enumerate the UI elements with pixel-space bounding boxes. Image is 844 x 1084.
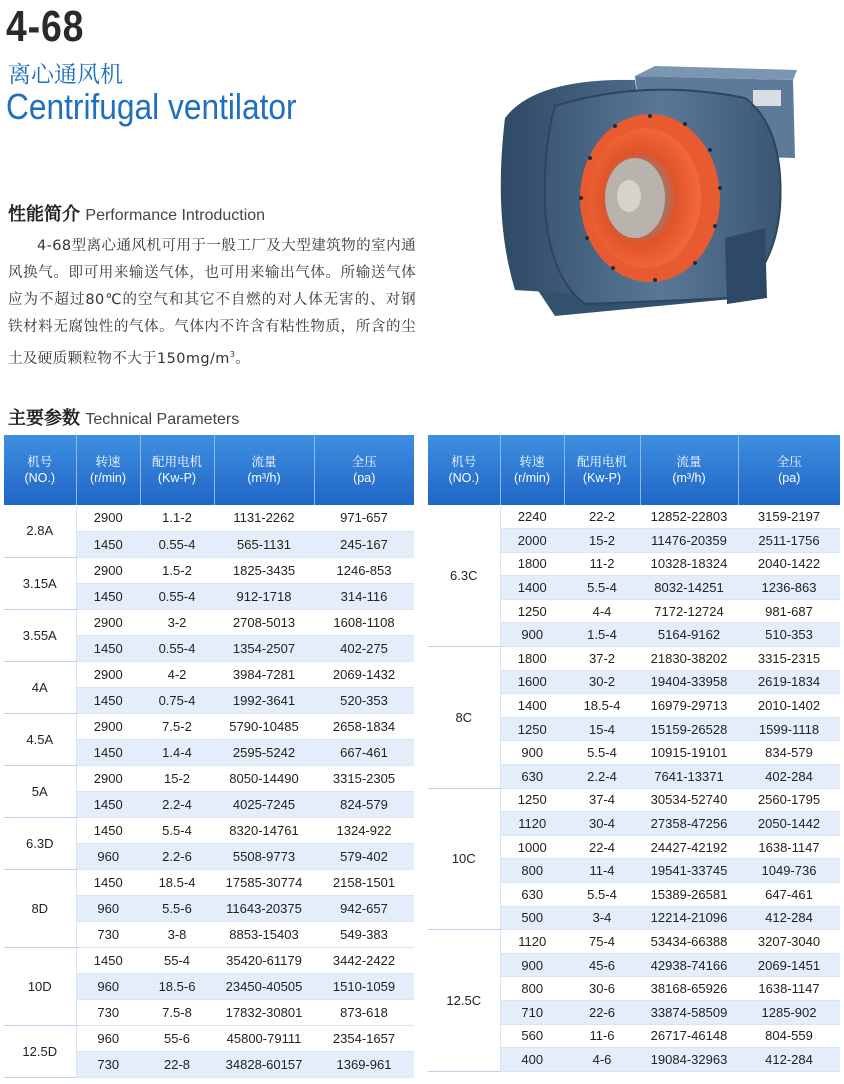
performance-heading [8, 200, 265, 226]
table-cell: 7172-12724 [640, 599, 738, 623]
table-cell: 1800 [500, 552, 564, 576]
column-header [214, 435, 314, 505]
table-cell: 4-4 [564, 599, 640, 623]
title-chinese: 离心通风机 [8, 62, 123, 88]
column-header-cn: 配用电机 [576, 455, 627, 469]
table-cell: 2050-1442 [738, 812, 840, 836]
table-cell: 15-4 [564, 717, 640, 741]
table-cell: 971-657 [314, 505, 414, 531]
table-cell: 4-2 [140, 661, 214, 687]
table-cell: 5508-9773 [214, 843, 314, 869]
table-cell: 402-275 [314, 635, 414, 661]
table-cell: 15389-26581 [640, 883, 738, 907]
column-header-cn: 全压 [351, 455, 377, 469]
table-cell: 19404-33958 [640, 670, 738, 694]
table-cell: 0.75-4 [140, 687, 214, 713]
model-cell: 10D [4, 947, 76, 1025]
table-cell: 1992-3641 [214, 687, 314, 713]
table-cell: 565-1131 [214, 531, 314, 557]
table-cell: 1600 [500, 670, 564, 694]
table-cell: 19084-32963 [640, 1048, 738, 1072]
table-cell: 0.55-4 [140, 635, 214, 661]
table-cell: 942-657 [314, 895, 414, 921]
table-row [4, 947, 414, 973]
table-cell: 7.5-8 [140, 999, 214, 1025]
model-cell: 8C [428, 647, 500, 789]
table-cell: 1510-1059 [314, 973, 414, 999]
table-cell: 2708-5013 [214, 609, 314, 635]
table-cell: 38168-65926 [640, 977, 738, 1001]
table-cell: 2560-1795 [738, 788, 840, 812]
table-cell: 5790-10485 [214, 713, 314, 739]
table-cell: 549-383 [314, 921, 414, 947]
table-body [4, 505, 414, 1077]
table-row [4, 817, 414, 843]
table-cell: 30-2 [564, 670, 640, 694]
table-cell: 37-2 [564, 647, 640, 671]
column-header [500, 435, 564, 505]
table-cell: 730 [76, 999, 140, 1025]
table-cell: 75-4 [564, 930, 640, 954]
table-cell: 45800-79111 [214, 1025, 314, 1051]
column-header-en: (m³/h) [247, 471, 281, 485]
table-cell: 1450 [76, 739, 140, 765]
table-cell: 2040-1422 [738, 552, 840, 576]
table-cell: 245-167 [314, 531, 414, 557]
table-cell: 8032-14251 [640, 576, 738, 600]
table-cell: 1354-2507 [214, 635, 314, 661]
table-cell: 730 [76, 921, 140, 947]
table-cell: 800 [500, 859, 564, 883]
table-cell: 3207-3040 [738, 930, 840, 954]
table-cell: 5.5-4 [140, 817, 214, 843]
column-header [4, 435, 76, 505]
table-cell: 45-6 [564, 953, 640, 977]
table-cell: 1131-2262 [214, 505, 314, 531]
table-cell: 30534-52740 [640, 788, 738, 812]
table-cell: 34828-60157 [214, 1051, 314, 1077]
table-cell: 1236-863 [738, 576, 840, 600]
model-cell: 5A [4, 765, 76, 817]
column-header-cn: 流量 [676, 455, 702, 469]
table-cell: 22-8 [140, 1051, 214, 1077]
table-cell: 1120 [500, 930, 564, 954]
performance-text-end: 。 [235, 350, 251, 367]
table-cell: 2595-5242 [214, 739, 314, 765]
table-cell: 1049-736 [738, 859, 840, 883]
table-cell: 412-284 [738, 1048, 840, 1072]
table-cell: 1599-1118 [738, 717, 840, 741]
performance-heading-cn: 性能简介 [8, 204, 80, 225]
column-header-en: (r/min) [513, 471, 551, 485]
table-cell: 2900 [76, 765, 140, 791]
table-cell: 1450 [76, 635, 140, 661]
table-cell: 520-353 [314, 687, 414, 713]
table-cell: 579-402 [314, 843, 414, 869]
table-cell: 7.5-2 [140, 713, 214, 739]
table-cell: 26717-46148 [640, 1024, 738, 1048]
column-header-cn: 全压 [776, 455, 802, 469]
table-cell: 2.2-6 [140, 843, 214, 869]
column-header-cn: 机号 [451, 455, 477, 469]
table-cell: 15-2 [564, 529, 640, 553]
table-cell: 1.5-2 [140, 557, 214, 583]
table-cell: 1800 [500, 647, 564, 671]
table-cell: 1.5-4 [564, 623, 640, 647]
table-cell: 2069-1451 [738, 953, 840, 977]
table-cell: 42938-74166 [640, 953, 738, 977]
table-cell: 314-116 [314, 583, 414, 609]
title-english: Centrifugal ventilator [6, 86, 297, 127]
column-header [76, 435, 140, 505]
performance-text-superscript: 3 [229, 350, 236, 359]
column-header-cn: 流量 [251, 455, 277, 469]
model-cell: 12.5D [4, 1025, 76, 1077]
column-header [640, 435, 738, 505]
table-cell: 2900 [76, 661, 140, 687]
table-cell: 17585-30774 [214, 869, 314, 895]
table-cell: 5.5-4 [564, 741, 640, 765]
table-cell: 22-6 [564, 1000, 640, 1024]
model-cell: 3.55A [4, 609, 76, 661]
table-cell: 2900 [76, 713, 140, 739]
column-header-en: (NO.) [448, 471, 480, 485]
table-cell: 0.55-4 [140, 531, 214, 557]
table-cell: 3-2 [140, 609, 214, 635]
model-cell: 12.5C [428, 930, 500, 1072]
table-cell: 1450 [76, 869, 140, 895]
table-cell: 1000 [500, 835, 564, 859]
table-cell: 900 [500, 623, 564, 647]
table-cell: 960 [76, 1025, 140, 1051]
table-cell: 1324-922 [314, 817, 414, 843]
column-header [314, 435, 414, 505]
table-cell: 510-353 [738, 623, 840, 647]
table-cell: 8853-15403 [214, 921, 314, 947]
table-cell: 10915-19101 [640, 741, 738, 765]
table-cell: 53434-66388 [640, 930, 738, 954]
table-cell: 804-559 [738, 1024, 840, 1048]
table-cell: 2900 [76, 609, 140, 635]
table-cell: 630 [500, 765, 564, 789]
table-header [4, 435, 414, 505]
table-cell: 21830-38202 [640, 647, 738, 671]
table-row [4, 609, 414, 635]
table-cell: 22-4 [564, 835, 640, 859]
table-cell: 1825-3435 [214, 557, 314, 583]
model-cell: 8D [4, 869, 76, 947]
table-cell: 1250 [500, 717, 564, 741]
table-cell: 1638-1147 [738, 977, 840, 1001]
table-cell: 15159-26528 [640, 717, 738, 741]
table-row [4, 765, 414, 791]
column-header-en: (Kw-P) [582, 471, 622, 485]
table-cell: 824-579 [314, 791, 414, 817]
table-cell: 11-6 [564, 1024, 640, 1048]
table-cell: 4-6 [564, 1048, 640, 1072]
table-cell: 2658-1834 [314, 713, 414, 739]
table-cell: 1246-853 [314, 557, 414, 583]
table-cell: 1.1-2 [140, 505, 214, 531]
table-cell: 10328-18324 [640, 552, 738, 576]
table-cell: 18.5-6 [140, 973, 214, 999]
table-row [428, 505, 840, 529]
technical-heading-cn: 主要参数 [8, 408, 80, 429]
table-cell: 1250 [500, 788, 564, 812]
table-cell: 3-8 [140, 921, 214, 947]
table-cell: 24427-42192 [640, 835, 738, 859]
table-cell: 1450 [76, 531, 140, 557]
table-row [428, 930, 840, 954]
table-cell: 11643-20375 [214, 895, 314, 921]
parameters-table-right [428, 435, 840, 1072]
table-cell: 1.4-4 [140, 739, 214, 765]
table-cell: 1608-1108 [314, 609, 414, 635]
table-cell: 667-461 [314, 739, 414, 765]
table-cell: 1369-961 [314, 1051, 414, 1077]
table-cell: 3315-2305 [314, 765, 414, 791]
table-cell: 5.5-4 [564, 576, 640, 600]
performance-text: 4-68型离心通风机可用于一般工厂及大型建筑物的室内通风换气。即可用来输送气体，也可用来输出气体。所输送气体应为不超过80℃的空气和其它不自燃的对人体无害的、对钢铁材料无腐蚀性的气体。气体内不许含有粘性物质，所含的尘土及硬质颗粒物不大于150mg/m [8, 238, 416, 367]
table-cell: 11-2 [564, 552, 640, 576]
table-cell: 1250 [500, 599, 564, 623]
performance-heading-en: Performance Introduction [85, 207, 266, 224]
table-cell: 730 [76, 1051, 140, 1077]
table-cell: 647-461 [738, 883, 840, 907]
table-cell: 5.5-6 [140, 895, 214, 921]
parameters-table-left [4, 435, 414, 1078]
technical-heading [8, 404, 239, 430]
table-cell: 22-2 [564, 505, 640, 529]
model-number: 4-68 [6, 2, 85, 51]
table-row [4, 1025, 414, 1051]
table-cell: 3159-2197 [738, 505, 840, 529]
table-cell: 2900 [76, 557, 140, 583]
column-header-cn: 转速 [519, 455, 545, 469]
table-cell: 18.5-4 [140, 869, 214, 895]
table-cell: 960 [76, 973, 140, 999]
table-cell: 1450 [76, 947, 140, 973]
model-cell: 3.15A [4, 557, 76, 609]
table-cell: 27358-47256 [640, 812, 738, 836]
column-header-cn: 配用电机 [151, 455, 202, 469]
table-cell: 2900 [76, 505, 140, 531]
table-cell: 11-4 [564, 859, 640, 883]
table-cell: 19541-33745 [640, 859, 738, 883]
table-cell: 412-284 [738, 906, 840, 930]
table-cell: 1120 [500, 812, 564, 836]
column-header-en: (NO.) [24, 471, 56, 485]
table-cell: 873-618 [314, 999, 414, 1025]
table-row [428, 788, 840, 812]
column-header-en: (Kw-P) [157, 471, 197, 485]
table-cell: 2069-1432 [314, 661, 414, 687]
table-cell: 5.5-4 [564, 883, 640, 907]
table-cell: 3315-2315 [738, 647, 840, 671]
table-cell: 800 [500, 977, 564, 1001]
table-row [4, 869, 414, 895]
model-cell: 10C [428, 788, 500, 930]
table-cell: 0.55-4 [140, 583, 214, 609]
table-cell: 710 [500, 1000, 564, 1024]
table-cell: 7641-13371 [640, 765, 738, 789]
table-row [4, 713, 414, 739]
model-cell: 2.8A [4, 505, 76, 557]
table-cell: 900 [500, 953, 564, 977]
table-row [428, 647, 840, 671]
column-header [738, 435, 840, 505]
table-cell: 33874-58509 [640, 1000, 738, 1024]
model-cell: 4.5A [4, 713, 76, 765]
table-cell: 1285-902 [738, 1000, 840, 1024]
table-cell: 630 [500, 883, 564, 907]
table-cell: 1400 [500, 694, 564, 718]
column-header-en: (r/min) [89, 471, 127, 485]
table-cell: 16979-29713 [640, 694, 738, 718]
technical-heading-en: Technical Parameters [85, 411, 240, 428]
table-cell: 8050-14490 [214, 765, 314, 791]
column-header [140, 435, 214, 505]
table-cell: 560 [500, 1024, 564, 1048]
table-cell: 960 [76, 895, 140, 921]
table-body [428, 505, 840, 1071]
table-row [4, 505, 414, 531]
model-cell: 4A [4, 661, 76, 713]
table-cell: 402-284 [738, 765, 840, 789]
table-cell: 5164-9162 [640, 623, 738, 647]
table-cell: 4025-7245 [214, 791, 314, 817]
table-cell: 30-4 [564, 812, 640, 836]
table-cell: 37-4 [564, 788, 640, 812]
table-cell: 2.2-4 [140, 791, 214, 817]
table-cell: 1450 [76, 687, 140, 713]
table-row [4, 661, 414, 687]
table-cell: 8320-14761 [214, 817, 314, 843]
table-cell: 3442-2422 [314, 947, 414, 973]
table-cell: 2240 [500, 505, 564, 529]
table-cell: 900 [500, 741, 564, 765]
table-cell: 18.5-4 [564, 694, 640, 718]
table-cell: 1450 [76, 791, 140, 817]
model-cell: 6.3C [428, 505, 500, 647]
table-cell: 912-1718 [214, 583, 314, 609]
table-cell: 2.2-4 [564, 765, 640, 789]
table-cell: 2158-1501 [314, 869, 414, 895]
table-cell: 15-2 [140, 765, 214, 791]
table-cell: 3984-7281 [214, 661, 314, 687]
table-cell: 55-4 [140, 947, 214, 973]
column-header [564, 435, 640, 505]
table-cell: 12852-22803 [640, 505, 738, 529]
table-cell: 2619-1834 [738, 670, 840, 694]
column-header-cn: 转速 [95, 455, 121, 469]
table-cell: 1450 [76, 583, 140, 609]
table-cell: 23450-40505 [214, 973, 314, 999]
column-header-cn: 机号 [27, 455, 53, 469]
table-cell: 55-6 [140, 1025, 214, 1051]
column-header-en: (pa) [778, 471, 801, 485]
column-header [428, 435, 500, 505]
column-header-en: (m³/h) [672, 471, 706, 485]
model-cell: 6.3D [4, 817, 76, 869]
table-cell: 400 [500, 1048, 564, 1072]
table-cell: 2010-1402 [738, 694, 840, 718]
table-cell: 834-579 [738, 741, 840, 765]
table-cell: 17832-30801 [214, 999, 314, 1025]
table-cell: 12214-21096 [640, 906, 738, 930]
table-header [428, 435, 840, 505]
table-cell: 981-687 [738, 599, 840, 623]
column-header-en: (pa) [353, 471, 376, 485]
table-cell: 11476-20359 [640, 529, 738, 553]
table-cell: 1450 [76, 817, 140, 843]
table-cell: 30-6 [564, 977, 640, 1001]
table-cell: 2511-1756 [738, 529, 840, 553]
table-cell: 1638-1147 [738, 835, 840, 859]
table-cell: 35420-61179 [214, 947, 314, 973]
table-cell: 3-4 [564, 906, 640, 930]
table-cell: 2354-1657 [314, 1025, 414, 1051]
centrifugal-fan-image [495, 58, 810, 330]
table-cell: 1400 [500, 576, 564, 600]
table-cell: 2000 [500, 529, 564, 553]
table-row [4, 557, 414, 583]
performance-description [8, 233, 416, 373]
table-cell: 500 [500, 906, 564, 930]
table-cell: 960 [76, 843, 140, 869]
